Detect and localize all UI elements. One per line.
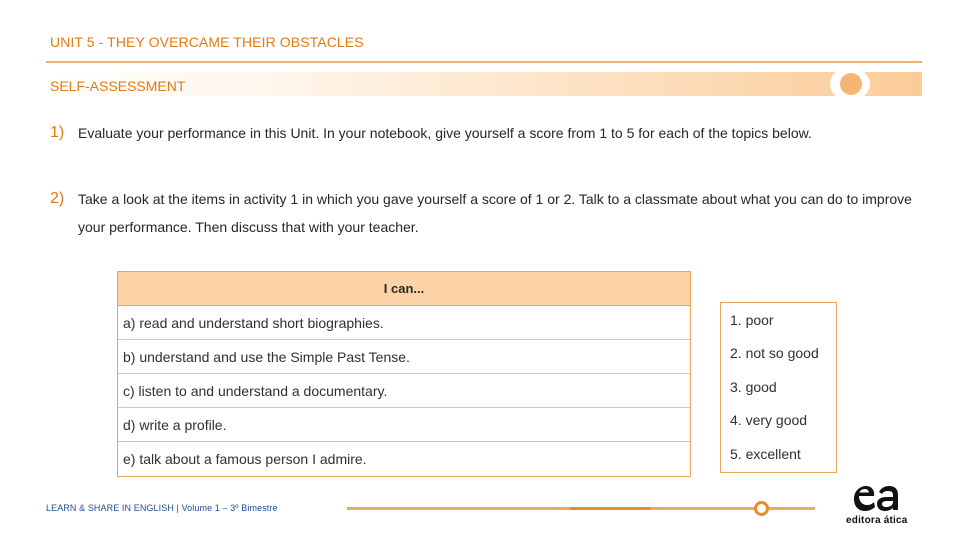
score-scale-box (720, 302, 837, 473)
footer-line-highlight (570, 507, 650, 510)
i-can-item-b: b) understand and use the Simple Past Tense. (118, 340, 690, 374)
instruction-1-number: 1) (50, 124, 65, 141)
i-can-item-d: d) write a profile. (118, 408, 690, 442)
i-can-item-c: c) listen to and understand a documentary. (118, 374, 690, 408)
scale-option-4: 4. very good (730, 412, 808, 429)
instruction-2-number: 2) (50, 190, 65, 207)
footer-text: LEARN & SHARE IN ENGLISH | Volume 1 – 3º Bimestre (46, 503, 278, 513)
instruction-2-text: Take a look at the items in activity 1 in which you gave yourself a score of 1 or 2. Talk to a classmate about what you can do to improve your performance. Then discuss that with your teacher. (78, 191, 912, 235)
band-dot-decoration (840, 73, 862, 95)
footer-line-tail (769, 507, 815, 510)
scale-option-5: 5. excellent (730, 445, 801, 462)
ea-logo-icon (850, 483, 902, 513)
i-can-table-header: I can... (118, 272, 690, 306)
instruction-1 (50, 119, 930, 147)
footer-line (347, 507, 755, 510)
header-divider (46, 61, 922, 63)
i-can-item-e: e) talk about a famous person I admire. (123, 451, 367, 467)
publisher-name: editora ática (846, 515, 908, 526)
i-can-table (117, 271, 691, 477)
i-can-item-a: a) read and understand short biographies. (118, 306, 690, 340)
unit-title: UNIT 5 - THEY OVERCAME THEIR OBSTACLES (50, 34, 364, 50)
footer-ring-icon (754, 501, 769, 516)
scale-option-1: 1. poor (730, 312, 774, 328)
scale-option-2: 2. not so good (730, 345, 819, 362)
instruction-1-text: Evaluate your performance in this Unit. In your notebook, give yourself a score from 1 to 5 for each of the topics below. (78, 125, 812, 141)
instruction-2 (50, 185, 930, 241)
section-label: SELF-ASSESSMENT (50, 78, 186, 94)
scale-option-3: 3. good (730, 378, 777, 395)
